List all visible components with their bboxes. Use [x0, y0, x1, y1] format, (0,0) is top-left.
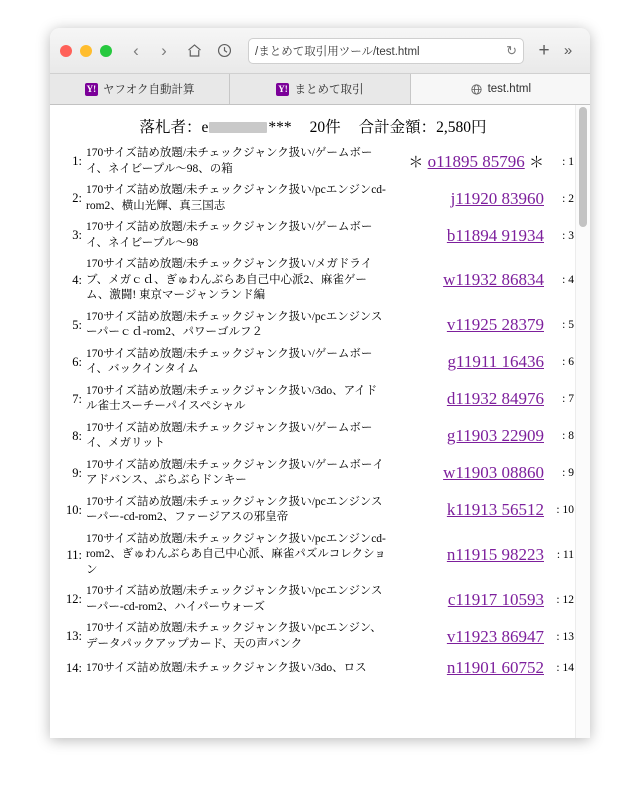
- table-row: [50, 180, 576, 217]
- row-rank: : 2: [562, 192, 574, 205]
- row-rank: : 13: [556, 630, 574, 643]
- page-content: [50, 105, 576, 738]
- row-index: 14:: [66, 660, 82, 675]
- row-rank: : 12: [556, 593, 574, 606]
- table-row: [50, 655, 576, 681]
- tab-test-html[interactable]: [411, 74, 590, 104]
- row-index: 11:: [66, 547, 82, 562]
- row-index: 5:: [72, 317, 82, 332]
- auction-id-link[interactable]: g11911 16436: [447, 352, 544, 372]
- auction-id-link[interactable]: n11915 98223: [446, 545, 544, 565]
- tab-label: まとめて取引: [294, 84, 364, 96]
- reload-icon[interactable]: ↻: [506, 42, 517, 58]
- yahoo-icon: Y!: [278, 83, 288, 94]
- row-rank: : 10: [556, 504, 574, 517]
- vertical-scrollbar[interactable]: [575, 105, 590, 738]
- auction-id-link[interactable]: o11895 85796: [427, 152, 525, 172]
- row-rank: : 4: [562, 274, 574, 287]
- row-rank: : 6: [562, 356, 574, 369]
- row-description: 170サイズ詰め放題/未チェックジャンク扱い/ゲームボーイ、バックインタイム: [86, 347, 373, 376]
- row-description: 170サイズ詰め放題/未チェックジャンク扱い/3do、ロス: [86, 661, 367, 674]
- row-id-cell: [388, 254, 546, 307]
- row-rank: : 3: [562, 229, 574, 242]
- row-description: 170サイズ詰め放題/未チェックジャンク扱い/ゲームボーイ、メガリット: [86, 421, 373, 450]
- redacted-bidder-id: [209, 122, 267, 133]
- auction-id-link[interactable]: j11920 83960: [450, 188, 544, 208]
- row-id-cell: [388, 455, 546, 492]
- item-count: 20件: [309, 119, 341, 136]
- table-row: [50, 307, 576, 344]
- bidder-label: 落札者：: [139, 119, 202, 136]
- back-button[interactable]: ‹: [133, 40, 139, 60]
- page-viewport: [50, 105, 590, 738]
- scrollbar-thumb[interactable]: [579, 107, 587, 227]
- row-description: 170サイズ詰め放題/未チェックジャンク扱い/メガドライブ、メガｃｄ、ぎゅわんぶらあ自己中心派2、麻雀ゲーム、激闘! 東京マージャンランド編: [86, 258, 373, 302]
- table-row: [50, 143, 576, 180]
- auction-id-link[interactable]: n11901 60752: [446, 658, 544, 678]
- row-description: 170サイズ詰め放題/未チェックジャンク扱い/pcエンジンスーパー-cd-rom2、ファージアスの邪皇帝: [86, 495, 383, 524]
- auction-id-link[interactable]: b11894 91934: [446, 225, 544, 245]
- row-description: 170サイズ詰め放題/未チェックジャンク扱い/pcエンジンスーパー-cd-rom2、ハイパーウォーズ: [86, 585, 383, 613]
- star-prefix: ＊: [408, 155, 424, 172]
- browser-titlebar: [50, 28, 590, 74]
- clock-icon[interactable]: [210, 38, 238, 64]
- row-id-cell: [388, 418, 546, 455]
- row-rank: : 14: [556, 662, 574, 675]
- tab-label: test.html: [487, 83, 532, 95]
- tab-bulk-transaction[interactable]: [230, 74, 410, 104]
- bidder-value-suffix: ***: [268, 119, 292, 136]
- yahoo-icon: Y!: [86, 83, 97, 94]
- row-index: 13:: [66, 629, 82, 644]
- address-bar-url: /まとめて取引用ツール/test.html: [255, 45, 420, 58]
- row-rank: : 1: [562, 155, 574, 168]
- row-rank: : 5: [562, 319, 574, 332]
- row-id-cell: [388, 307, 546, 344]
- total-block: [359, 115, 487, 137]
- auction-id-link[interactable]: d11932 84976: [446, 389, 544, 409]
- row-id-cell: [388, 344, 546, 381]
- row-description: 170サイズ詰め放題/未チェックジャンク扱い/pcエンジン、データパックアップカード、天の声バンク: [86, 622, 382, 650]
- row-rank: : 8: [562, 430, 574, 443]
- row-description: 170サイズ詰め放題/未チェックジャンク扱い/pcエンジンcd-rom2、横山光輝、真三国志: [86, 184, 386, 212]
- row-rank: : 11: [556, 549, 574, 562]
- row-index: 8:: [72, 428, 82, 443]
- tab-strip: [50, 74, 590, 105]
- table-row: [50, 581, 576, 618]
- row-description: 170サイズ詰め放題/未チェックジャンク扱い/ゲームボーイアドバンス、ぶらぶらドンキー: [86, 458, 384, 487]
- auction-id-link[interactable]: v11923 86947: [446, 626, 544, 646]
- row-rank: : 7: [562, 393, 574, 406]
- forward-button[interactable]: ›: [161, 40, 167, 60]
- row-id-cell: [388, 217, 546, 254]
- bidder-block: [139, 115, 291, 137]
- more-toolbar-button[interactable]: »: [563, 42, 573, 59]
- content-clip-edge: [50, 729, 576, 738]
- table-row: [50, 344, 576, 381]
- auction-id-link[interactable]: c11917 10593: [447, 589, 544, 609]
- row-index: 12:: [66, 592, 82, 607]
- row-index: 6:: [72, 354, 82, 369]
- table-row: [50, 254, 576, 307]
- maximize-window-button[interactable]: [100, 45, 112, 57]
- row-id-cell: [388, 529, 546, 582]
- row-index: 2:: [72, 191, 82, 206]
- row-id-cell: [388, 143, 546, 180]
- row-description: 170サイズ詰め放題/未チェックジャンク扱い/pcエンジンスーパーｃｄ-rom2、パワーゴルフ２: [86, 310, 383, 339]
- tab-label: ヤフオク自動計算: [102, 84, 195, 96]
- star-suffix: ＊: [528, 155, 544, 172]
- auction-id-link[interactable]: v11925 28379: [446, 315, 544, 335]
- row-id-cell: [388, 655, 546, 681]
- auction-id-link[interactable]: w11903 08860: [443, 463, 544, 483]
- row-id-cell: [388, 581, 546, 618]
- row-description: 170サイズ詰め放題/未チェックジャンク扱い/pcエンジンcd-rom2、ぎゅわんぶらあ自己中心派、麻雀パズルコレクション: [86, 532, 386, 576]
- bidder-value-prefix: e: [201, 119, 209, 136]
- summary-header: [50, 105, 576, 143]
- browser-window: [50, 28, 590, 738]
- row-id-cell: [388, 492, 546, 529]
- total-label: 合計金額：: [358, 119, 437, 136]
- total-value: 2,580円: [436, 119, 487, 136]
- address-bar[interactable]: [248, 38, 524, 64]
- row-id-cell: [388, 381, 546, 418]
- table-row: [50, 492, 576, 529]
- auction-id-link[interactable]: g11903 22909: [446, 426, 544, 446]
- tab-yahoo-auto-calc[interactable]: [50, 74, 230, 104]
- new-tab-button[interactable]: +: [538, 40, 550, 61]
- globe-icon: [470, 83, 483, 96]
- table-row: [50, 217, 576, 254]
- row-index: 10:: [66, 502, 82, 517]
- row-description: 170サイズ詰め放題/未チェックジャンク扱い/3do、アイドル雀士スーチーパイスペシャル: [86, 384, 378, 413]
- row-id-cell: [388, 618, 546, 655]
- row-rank: : 9: [562, 467, 574, 480]
- auction-id-link[interactable]: k11913 56512: [446, 500, 544, 520]
- row-index: 7:: [72, 391, 82, 406]
- row-id-cell: [388, 180, 546, 217]
- table-row: [50, 618, 576, 655]
- row-index: 1:: [72, 154, 82, 169]
- minimize-window-button[interactable]: [80, 45, 92, 57]
- home-icon[interactable]: [180, 38, 208, 64]
- auction-id-link[interactable]: w11932 86834: [443, 270, 544, 290]
- window-controls: [60, 45, 112, 57]
- table-row: [50, 381, 576, 418]
- row-index: 3:: [72, 228, 82, 243]
- row-description: 170サイズ詰め放題/未チェックジャンク扱い/ゲームボーイ、ネイビープル〜98: [86, 221, 373, 249]
- auction-list-table: [50, 143, 576, 681]
- close-window-button[interactable]: [60, 45, 72, 57]
- row-index: 4:: [72, 272, 82, 287]
- table-row: [50, 529, 576, 582]
- table-row: [50, 455, 576, 492]
- row-index: 9:: [72, 465, 82, 480]
- table-row: [50, 418, 576, 455]
- row-description: 170サイズ詰め放題/未チェックジャンク扱い/ゲームボーイ、ネイビープル〜98、の箱: [86, 147, 373, 175]
